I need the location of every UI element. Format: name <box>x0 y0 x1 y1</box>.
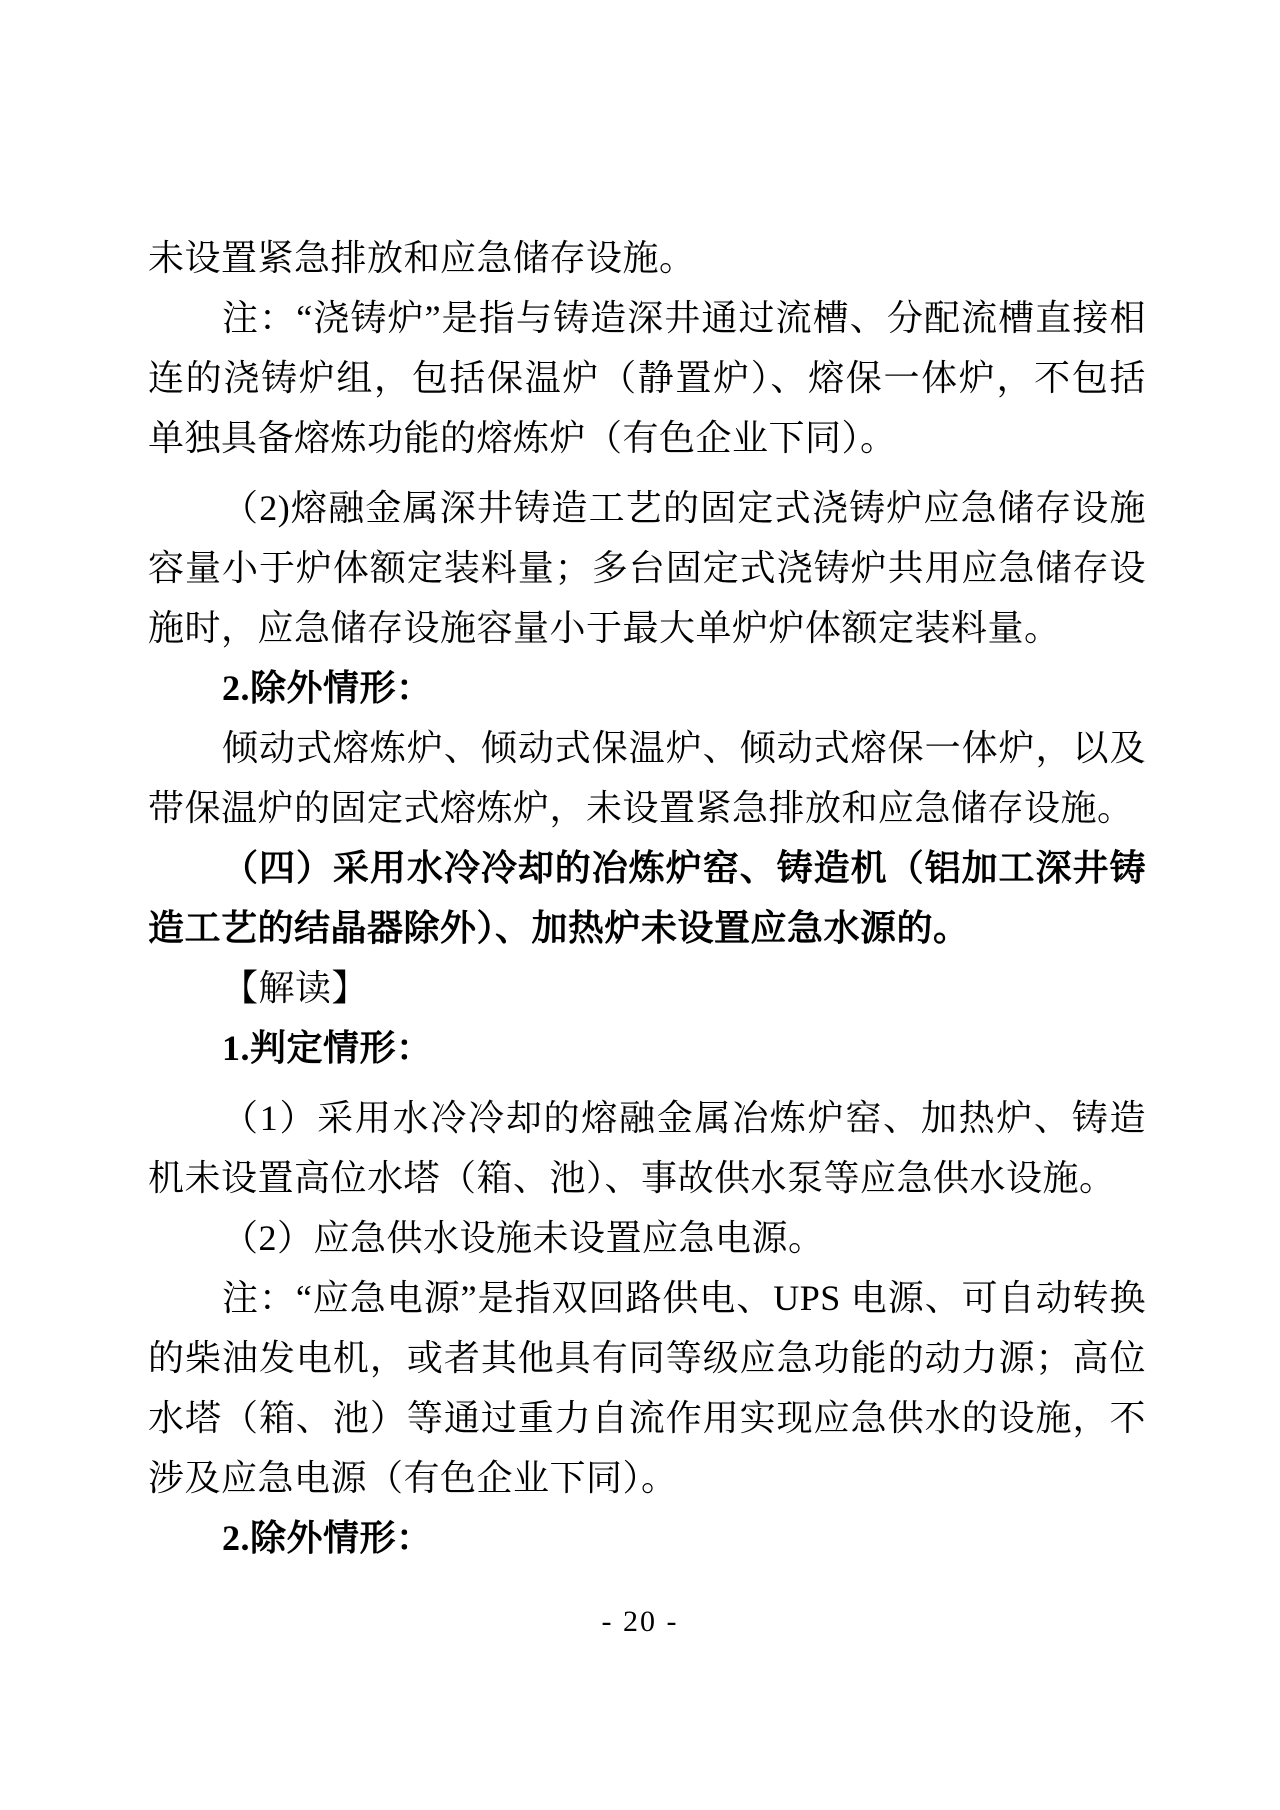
paragraph: （2）应急供水设施未设置应急电源。 <box>222 1218 825 1258</box>
document-body <box>148 228 1146 1568</box>
paragraph: （2)熔融金属深井铸造工艺的固定式浇铸炉应急储存设施容量小于炉体额定装料量；多台固定式浇铸炉共用应急储存设施时，应急储存设施容量小于最大单炉炉体额定装料量。 <box>148 488 1146 648</box>
paragraph: 注：“应急电源”是指双回路供电、UPS 电源、可自动转换的柴油发电机，或者其他具有同等级应急功能的动力源；高位水塔（箱、池）等通过重力自流作用实现应急供水的设施，不涉及应急电源（有色企业下同）。 <box>148 1278 1146 1498</box>
paragraph: （四）采用水冷冷却的冶炼炉窑、铸造机（铝加工深井铸造工艺的结晶器除外）、加热炉未设置应急水源的。 <box>148 848 1146 948</box>
paragraph: 注：“浇铸炉”是指与铸造深井通过流槽、分配流槽直接相连的浇铸炉组，包括保温炉（静置炉）、熔保一体炉，不包括单独具备熔炼功能的熔炼炉（有色企业下同）。 <box>148 298 1146 458</box>
paragraph: 未设置紧急排放和应急储存设施。 <box>148 238 696 278</box>
page-number: - 20 - <box>601 1605 679 1638</box>
paragraph: 2.除外情形： <box>222 1518 433 1558</box>
paragraph: （1）采用水冷冷却的熔融金属冶炼炉窑、加热炉、铸造机未设置高位水塔（箱、池）、事故供水泵等应急供水设施。 <box>148 1098 1146 1198</box>
paragraph: 倾动式熔炼炉、倾动式保温炉、倾动式熔保一体炉，以及带保温炉的固定式熔炼炉，未设置紧急排放和应急储存设施。 <box>148 728 1146 828</box>
paragraph: 1.判定情形： <box>222 1028 433 1068</box>
paragraph: 【解读】 <box>222 968 369 1008</box>
paragraph: 2.除外情形： <box>222 668 433 708</box>
